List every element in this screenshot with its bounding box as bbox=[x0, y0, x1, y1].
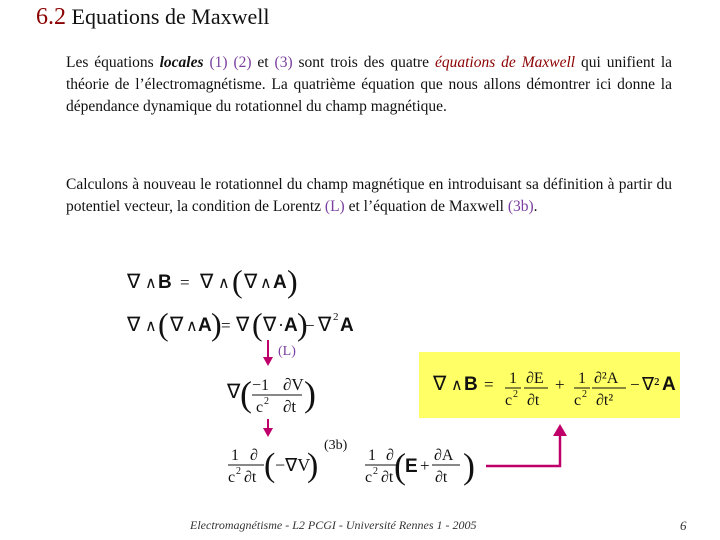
section-number: 6.2 bbox=[36, 4, 66, 30]
ref-eq-3[interactable]: (3) bbox=[274, 54, 293, 71]
svg-text:·: · bbox=[278, 315, 284, 335]
svg-text:−∇V: −∇V bbox=[275, 455, 311, 475]
svg-text:2: 2 bbox=[373, 466, 378, 477]
svg-text:c: c bbox=[228, 469, 236, 486]
svg-text:∇: ∇ bbox=[263, 314, 277, 336]
text: . bbox=[533, 198, 538, 215]
svg-text:∇: ∇ bbox=[200, 271, 214, 293]
svg-text:B: B bbox=[464, 374, 478, 395]
text: qui unifient la théorie de l’électromagnétisme. La quatrième équation que nous allons démontrer ici donne la dépendance dynamique du rotationnel du champ magnétique. bbox=[66, 54, 673, 115]
svg-text:∧: ∧ bbox=[260, 275, 272, 292]
svg-text:c: c bbox=[256, 399, 264, 416]
svg-text:∂: ∂ bbox=[250, 447, 258, 464]
svg-text:c: c bbox=[505, 392, 513, 409]
arrow-lorentz bbox=[263, 340, 273, 366]
svg-text:(: ( bbox=[240, 374, 252, 414]
svg-text:∇: ∇ bbox=[236, 314, 250, 336]
text: et l’équation de Maxwell bbox=[344, 198, 508, 215]
link-maxwell-equations[interactable]: équations de Maxwell bbox=[434, 54, 576, 71]
svg-text:∇: ∇ bbox=[170, 314, 184, 336]
svg-text:B: B bbox=[158, 272, 172, 293]
svg-text:1: 1 bbox=[578, 370, 586, 387]
svg-text:2: 2 bbox=[236, 466, 241, 477]
ref-eq-2[interactable]: (2) bbox=[233, 54, 252, 71]
svg-text:∂V: ∂V bbox=[283, 375, 304, 394]
footer-course: Electromagnétisme - L2 PCGI - Université Rennes 1 - 2005 bbox=[190, 518, 477, 532]
text: Calculons à nouveau le rotationnel du champ magnétique en introduisant sa définition à partir du potentiel vecteur, la condition de Lorentz bbox=[66, 176, 672, 215]
svg-text:∇: ∇ bbox=[127, 314, 141, 336]
svg-text:∇: ∇ bbox=[127, 271, 141, 293]
svg-text:∂²A: ∂²A bbox=[594, 370, 619, 387]
label-lorentz: (L) bbox=[278, 344, 296, 359]
ref-lorentz[interactable]: (L) bbox=[324, 198, 345, 215]
svg-text:): ) bbox=[287, 263, 298, 299]
svg-text:∂A: ∂A bbox=[434, 447, 454, 464]
arrow-to-result bbox=[486, 424, 567, 466]
page-number: 6 bbox=[680, 518, 687, 533]
svg-text:A: A bbox=[198, 315, 212, 336]
svg-text:(: ( bbox=[158, 306, 169, 342]
svg-text:∂: ∂ bbox=[386, 447, 394, 464]
svg-text:∇: ∇ bbox=[227, 381, 241, 403]
svg-text:c: c bbox=[365, 469, 373, 486]
svg-text:): ) bbox=[211, 306, 222, 342]
svg-text:(: ( bbox=[394, 446, 406, 486]
equation-grad-potential bbox=[226, 374, 316, 416]
svg-text:1: 1 bbox=[509, 370, 517, 387]
svg-text:): ) bbox=[463, 446, 475, 486]
svg-text:∇: ∇ bbox=[244, 271, 258, 293]
svg-text:c: c bbox=[574, 392, 582, 409]
equation-result-term bbox=[365, 446, 475, 486]
svg-text:∂E: ∂E bbox=[526, 370, 544, 387]
label-3b: (3b) bbox=[324, 438, 348, 453]
equation-line-1 bbox=[126, 263, 298, 299]
svg-text:2: 2 bbox=[513, 389, 518, 400]
keyword-locales: locales bbox=[159, 54, 204, 71]
equation-time-derivative bbox=[228, 447, 318, 486]
svg-text:−: − bbox=[630, 375, 640, 394]
svg-text:=: = bbox=[484, 375, 494, 394]
svg-text:∧: ∧ bbox=[451, 377, 463, 394]
svg-text:∂t: ∂t bbox=[435, 469, 448, 486]
svg-text:A: A bbox=[284, 315, 298, 336]
text: sont trois des quatre bbox=[292, 54, 435, 71]
svg-text:∂t²: ∂t² bbox=[596, 392, 614, 409]
svg-text:∂t: ∂t bbox=[244, 469, 257, 486]
svg-text:+: + bbox=[555, 375, 565, 394]
svg-text:(: ( bbox=[264, 447, 276, 484]
svg-text:=: = bbox=[221, 316, 231, 335]
svg-text:∇: ∇ bbox=[318, 314, 332, 336]
svg-text:=: = bbox=[180, 273, 190, 292]
section-title-text: Equations de Maxwell bbox=[71, 4, 270, 29]
svg-text:): ) bbox=[307, 447, 319, 484]
ref-eq-3b[interactable]: (3b) bbox=[507, 198, 534, 215]
svg-text:+: + bbox=[420, 456, 430, 475]
svg-text:(: ( bbox=[232, 263, 243, 299]
svg-text:∂t: ∂t bbox=[283, 397, 297, 416]
svg-text:∧: ∧ bbox=[186, 318, 198, 335]
text: et bbox=[251, 54, 275, 71]
svg-text:E: E bbox=[405, 456, 418, 477]
svg-text:∂t: ∂t bbox=[381, 469, 394, 486]
text: Les équations bbox=[66, 54, 160, 71]
svg-text:2: 2 bbox=[333, 311, 339, 323]
svg-text:∂t: ∂t bbox=[527, 392, 540, 409]
equation-line-2 bbox=[126, 306, 354, 342]
svg-text:−: − bbox=[305, 316, 315, 335]
svg-text:∧: ∧ bbox=[218, 275, 230, 292]
svg-text:): ) bbox=[304, 374, 316, 414]
svg-text:∧: ∧ bbox=[145, 275, 157, 292]
svg-text:): ) bbox=[297, 306, 308, 342]
svg-text:2: 2 bbox=[582, 389, 587, 400]
svg-text:∇²: ∇² bbox=[642, 374, 660, 394]
svg-text:−1: −1 bbox=[252, 377, 270, 394]
arrow-3b bbox=[263, 419, 273, 437]
maxwell-ampere-result bbox=[432, 370, 676, 409]
svg-text:A: A bbox=[273, 272, 287, 293]
svg-text:1: 1 bbox=[368, 447, 376, 464]
svg-text:∧: ∧ bbox=[145, 318, 157, 335]
ref-eq-1[interactable]: (1) bbox=[209, 54, 228, 71]
svg-text:2: 2 bbox=[264, 396, 269, 407]
svg-text:1: 1 bbox=[231, 447, 239, 464]
svg-text:A: A bbox=[662, 374, 676, 395]
svg-text:∇: ∇ bbox=[433, 373, 447, 395]
svg-text:(: ( bbox=[252, 306, 263, 342]
svg-text:A: A bbox=[340, 315, 354, 336]
